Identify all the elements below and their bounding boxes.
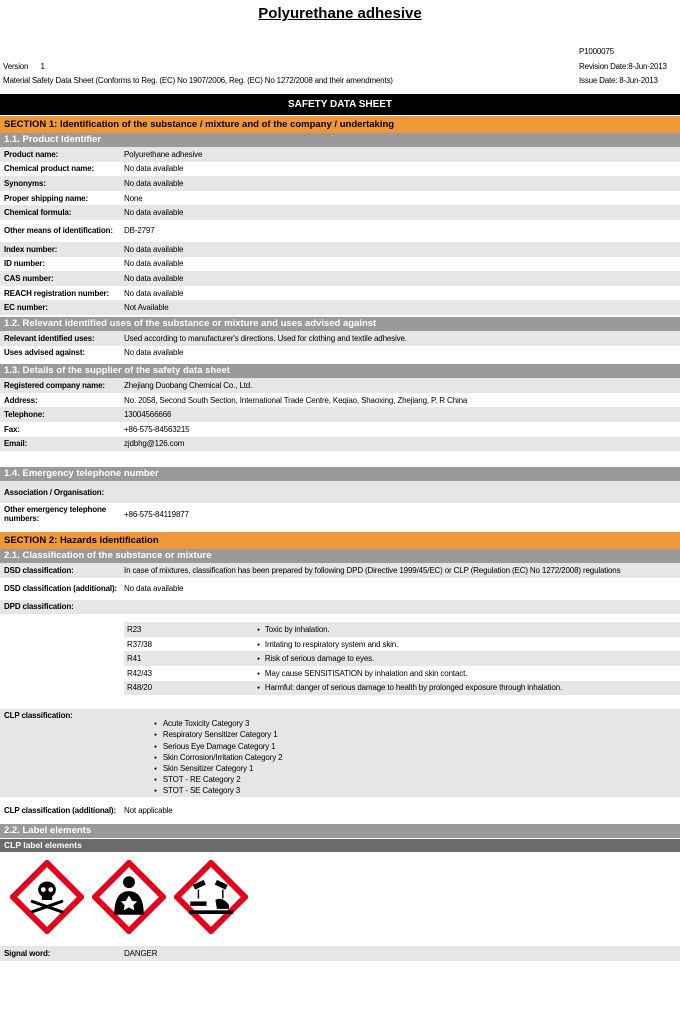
table-row: [0, 346, 680, 361]
row-label: Fax:: [4, 424, 20, 434]
row-value: zjdbhg@126.com: [124, 439, 185, 449]
product-code: P1000075: [579, 47, 614, 56]
row-value: +86-575-84563215: [124, 424, 190, 434]
risk-description: ● Toxic by inhalation.: [257, 625, 680, 634]
signal-word-value: DANGER: [124, 949, 158, 959]
row-value: No data available: [124, 348, 184, 358]
row-value: DB-2797: [124, 226, 155, 236]
table-row: [0, 205, 680, 220]
uses-table: [0, 331, 680, 360]
row-label: REACH registration number:: [4, 288, 109, 298]
corrosion-icon: [174, 860, 248, 934]
table-row: [0, 162, 680, 177]
table-row: [0, 437, 680, 452]
row-value: No data available: [124, 244, 184, 254]
row-value: Not Available: [124, 303, 169, 313]
row-label: Registered company name:: [4, 380, 105, 390]
classification-table: [0, 563, 680, 614]
product-identifier-table: [0, 147, 680, 315]
row-value: In case of mixtures, classification has been prepared by following DPD (Directive 1999/45/EC) or CLP (Regulation (EC) No 1272/2008) regulations: [124, 565, 621, 575]
clp-additional-label: CLP classification (additional):: [4, 805, 116, 815]
row-value: 13004566666: [124, 410, 172, 420]
clp-item: ● Respiratory Sensitizer Category 1: [154, 730, 282, 741]
row-label: Other emergency telephone numbers:: [4, 505, 107, 524]
row-label: Address:: [4, 395, 38, 405]
table-row: [0, 271, 680, 286]
version-label: Version 1: [3, 62, 45, 71]
row-label: Synonyms:: [4, 178, 46, 188]
subsection-2-2: 2.2. Label elements: [0, 824, 680, 838]
table-row: [0, 600, 680, 615]
subsection-1-1: 1.1. Product Identifier: [0, 133, 680, 147]
row-value: No data available: [124, 164, 184, 174]
risk-code: R48/20: [127, 683, 152, 693]
table-row: [0, 563, 680, 578]
dpd-row: [124, 666, 680, 681]
table-row: [0, 481, 680, 503]
row-label: Relevant identified uses:: [4, 333, 95, 343]
signal-word-row: [0, 946, 680, 961]
dpd-row: [124, 651, 680, 666]
section-1-heading: SECTION 1: Identification of the substance / mixture and of the company / undertaking: [0, 115, 680, 133]
subsection-2-1: 2.1. Classification of the substance or mixture: [0, 549, 680, 563]
table-row: [0, 393, 680, 408]
row-value: +86-575-84119877: [124, 509, 189, 519]
risk-code: R23: [127, 625, 142, 635]
clp-item: ● Serious Eye Damage Category 1: [154, 742, 282, 753]
clp-additional-row: [0, 799, 680, 821]
risk-description: ● May cause SENSITISATION by inhalation and skin contact.: [257, 669, 680, 678]
row-label: EC number:: [4, 303, 48, 313]
row-value: Used according to manufacturer's directions. Used for clothing and textile adhesive.: [124, 333, 407, 343]
table-row: [0, 176, 680, 191]
table-row: [0, 147, 680, 162]
table-row: [0, 422, 680, 437]
row-label: Email:: [4, 439, 28, 449]
row-value: No data available: [124, 259, 184, 269]
risk-description: ● Risk of serious damage to eyes.: [257, 654, 680, 663]
table-row: [0, 378, 680, 393]
row-value: Zhejiang Duobang Chemical Co., Ltd.: [124, 380, 253, 390]
row-label: DPD classification:: [4, 602, 74, 612]
row-label: CAS number:: [4, 273, 54, 283]
row-value: No. 2058, Second South Section, International Trade Centre, Keqiao, Shaoxing, Zhejiang, P. R China: [124, 395, 468, 405]
row-label: Product name:: [4, 149, 59, 159]
health-hazard-icon: [92, 860, 166, 934]
hazard-pictograms: [0, 852, 680, 942]
table-row: [0, 578, 680, 600]
row-value: None: [124, 193, 143, 203]
row-label: Proper shipping name:: [4, 193, 88, 203]
clp-classification-label: CLP classification:: [4, 711, 73, 721]
revision-date: Revision Date:8-Jun-2013: [579, 62, 667, 71]
clp-label-elements-heading: CLP label elements: [0, 839, 680, 852]
risk-description: ● Irritating to respiratory system and skin.: [257, 640, 680, 649]
clp-item: ● Acute Toxicity Category 3: [154, 719, 282, 730]
table-row: [0, 503, 680, 525]
sds-banner: SAFETY DATA SHEET: [0, 94, 680, 115]
dpd-risk-table: [124, 622, 680, 695]
document-title: Polyurethane adhesive: [258, 5, 422, 22]
row-label: Uses advised against:: [4, 348, 85, 358]
subsection-1-2: 1.2. Relevant identified uses of the substance or mixture and uses advised against: [0, 317, 680, 331]
row-label: Telephone:: [4, 410, 45, 420]
risk-code: R37/38: [127, 639, 152, 649]
spacer: [0, 614, 680, 622]
risk-description: ● Harmful: danger of serious damage to health by prolonged exposure through inhalation.: [257, 683, 680, 692]
emergency-table: [0, 481, 680, 525]
clp-classification-list: [154, 719, 282, 797]
row-label: ID number:: [4, 259, 45, 269]
row-label: Association / Organisation:: [4, 487, 104, 497]
msds-note: Material Safety Data Sheet (Conforms to Reg. (EC) No 1907/2006, Reg. (EC) No 1272/2008 and their amendments): [3, 76, 393, 85]
clp-classification: [0, 709, 680, 797]
table-row: [0, 331, 680, 346]
row-label: DSD classification (additional):: [4, 584, 117, 594]
row-label: Chemical formula:: [4, 208, 72, 218]
spacer: [0, 695, 680, 709]
row-value: No data available: [124, 584, 184, 594]
risk-code: R41: [127, 654, 142, 664]
dpd-row: [124, 681, 680, 696]
table-row: [0, 191, 680, 206]
table-row: [0, 257, 680, 272]
row-label: Index number:: [4, 244, 58, 254]
risk-code: R42/43: [127, 668, 152, 678]
row-label: DSD classification:: [4, 565, 74, 575]
table-row: [0, 220, 680, 242]
row-label: Chemical product name:: [4, 164, 95, 174]
dpd-row: [124, 637, 680, 652]
clp-item: ● STOT - SE Category 3: [154, 786, 282, 797]
clp-item: ● Skin Corrosion/Irritation Category 2: [154, 753, 282, 764]
issue-date: Issue Date: 8-Jun-2013: [579, 76, 658, 85]
table-row: [0, 242, 680, 257]
subsection-1-3: 1.3. Details of the supplier of the safety data sheet: [0, 364, 680, 378]
clp-item: ● STOT - RE Category 2: [154, 775, 282, 786]
skull-crossbones-icon: [10, 860, 84, 934]
document-header: [0, 27, 680, 93]
section-2-heading: SECTION 2: Hazards identification: [0, 531, 680, 549]
subsection-1-4: 1.4. Emergency telephone number: [0, 467, 680, 481]
spacer: [0, 451, 680, 467]
row-value: No data available: [124, 208, 184, 218]
table-row: [0, 407, 680, 422]
row-value: No data available: [124, 178, 184, 188]
row-value: Polyurethane adhesive: [124, 149, 203, 159]
supplier-table: [0, 378, 680, 451]
table-row: [0, 286, 680, 301]
table-row: [0, 300, 680, 315]
dpd-row: [124, 622, 680, 637]
row-value: No data available: [124, 273, 184, 283]
row-label: Other means of identification:: [4, 226, 113, 236]
row-value: No data available: [124, 288, 184, 298]
signal-word-label: Signal word:: [4, 949, 51, 959]
clp-additional-value: Not applicable: [124, 805, 173, 815]
clp-item: ● Skin Sensitizer Category 1: [154, 764, 282, 775]
